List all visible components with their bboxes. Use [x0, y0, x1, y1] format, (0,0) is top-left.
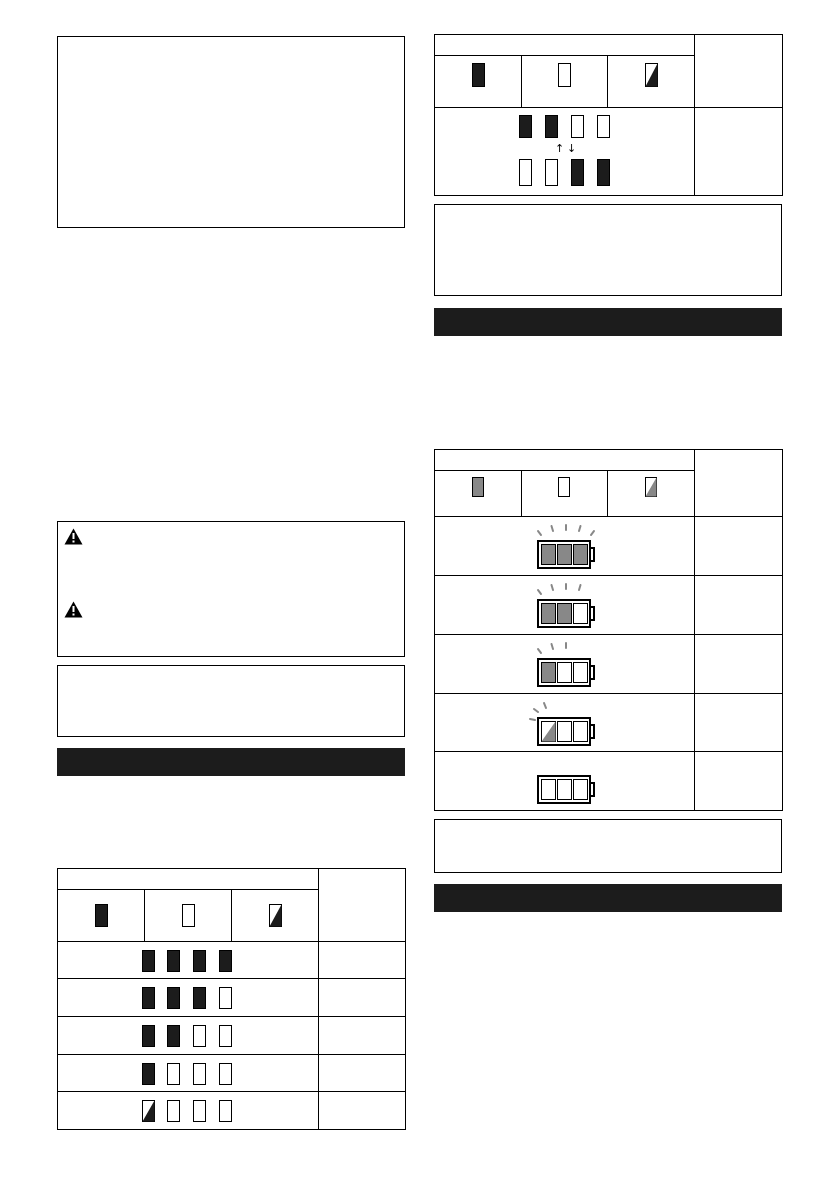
indicator-pattern-cell	[58, 1017, 319, 1055]
legend-lit-cell	[435, 471, 522, 517]
alternating-indicator-table	[434, 34, 783, 196]
remaining-capacity-cell	[319, 942, 406, 979]
lit-indicator-icon	[219, 950, 232, 972]
legend-off-cell	[522, 471, 608, 517]
lit-indicator-icon	[472, 63, 485, 87]
table-row	[435, 576, 783, 635]
off-indicator-icon	[219, 1025, 232, 1047]
status-cell	[695, 108, 783, 196]
off-indicator-icon	[558, 63, 571, 87]
indicator-pattern-cell	[58, 942, 319, 979]
section-heading-bar	[57, 748, 405, 776]
lit-indicator-icon	[193, 950, 206, 972]
legend-blinking-cell	[608, 56, 695, 108]
legend-off-cell	[522, 56, 608, 108]
table-row	[435, 752, 783, 811]
lit-indicator-icon	[571, 159, 584, 186]
off-indicator-icon	[219, 1063, 232, 1085]
battery-two-thirds-flashing-icon	[527, 583, 607, 629]
off-indicator-icon	[519, 159, 532, 186]
table-header-cell	[695, 450, 783, 517]
table-header-cell	[435, 450, 695, 471]
warning-box	[57, 521, 405, 657]
lit-indicator-icon	[167, 1025, 180, 1047]
lit-indicator-icon	[472, 477, 484, 497]
off-indicator-icon	[193, 1063, 206, 1085]
remaining-capacity-cell	[319, 979, 406, 1017]
off-indicator-icon	[545, 159, 558, 186]
battery-icon-cell	[435, 517, 695, 576]
table-row	[58, 1055, 406, 1092]
battery-icon-cell	[435, 635, 695, 694]
remaining-capacity-cell	[695, 576, 783, 635]
off-indicator-icon	[193, 1025, 206, 1047]
off-indicator-icon	[167, 1100, 180, 1122]
lit-indicator-icon	[95, 904, 108, 927]
lit-indicator-icon	[142, 987, 155, 1009]
battery-level-table	[57, 868, 406, 1130]
off-indicator-icon	[558, 477, 570, 497]
note-box	[434, 819, 782, 873]
warning-triangle-icon	[64, 528, 83, 545]
off-indicator-icon	[597, 115, 610, 138]
off-indicator-icon	[167, 1063, 180, 1085]
indicator-pattern-cell	[58, 1092, 319, 1130]
legend-off-cell	[145, 890, 232, 942]
legend-blinking-cell	[232, 890, 319, 942]
off-indicator-icon	[571, 115, 584, 138]
battery-icon-cell	[435, 576, 695, 635]
lit-indicator-icon	[167, 987, 180, 1009]
table-row	[58, 979, 406, 1017]
remaining-capacity-cell	[319, 1092, 406, 1130]
off-indicator-icon	[193, 1100, 206, 1122]
lit-indicator-icon	[142, 1025, 155, 1047]
battery-low-blinking-icon	[527, 701, 607, 747]
off-indicator-icon	[182, 904, 195, 927]
lit-indicator-icon	[545, 115, 558, 138]
remaining-capacity-cell	[695, 517, 783, 576]
lit-indicator-icon	[519, 115, 532, 138]
indicator-pattern-cell	[58, 1055, 319, 1092]
battery-one-third-flashing-icon	[527, 642, 607, 688]
note-box	[57, 665, 405, 737]
table-header-cell	[319, 869, 406, 942]
lit-indicator-icon	[193, 987, 206, 1009]
legend-lit-cell	[58, 890, 145, 942]
table-row	[435, 517, 783, 576]
remaining-capacity-cell	[695, 694, 783, 752]
warning-triangle-icon	[64, 601, 83, 618]
arrow-up-icon: ↑	[555, 142, 565, 155]
off-indicator-icon	[219, 987, 232, 1009]
blinking-indicator-icon	[142, 1100, 155, 1122]
lit-indicator-icon	[142, 950, 155, 972]
remaining-capacity-cell	[319, 1055, 406, 1092]
lit-indicator-icon	[597, 159, 610, 186]
remaining-capacity-cell	[695, 635, 783, 694]
indicator-pattern-cell	[58, 979, 319, 1017]
blinking-indicator-icon	[645, 63, 658, 87]
remaining-capacity-cell	[695, 752, 783, 811]
tool-battery-indicator-table	[434, 449, 783, 811]
battery-empty-icon	[527, 759, 607, 805]
legend-lit-cell	[435, 56, 522, 108]
battery-icon-cell	[435, 752, 695, 811]
section-heading-bar	[434, 308, 782, 336]
battery-icon-cell	[435, 694, 695, 752]
note-box	[57, 36, 405, 228]
table-header-cell	[435, 35, 695, 56]
remaining-capacity-cell	[319, 1017, 406, 1055]
table-header-cell	[695, 35, 783, 108]
battery-full-flashing-icon	[527, 524, 607, 570]
indicator-pattern-cell	[435, 108, 695, 196]
off-indicator-icon	[219, 1100, 232, 1122]
lit-indicator-icon	[142, 1063, 155, 1085]
table-row	[435, 635, 783, 694]
lit-indicator-icon	[167, 950, 180, 972]
legend-blinking-cell	[608, 471, 695, 517]
table-row	[58, 1017, 406, 1055]
table-row	[58, 1092, 406, 1130]
table-header-cell	[58, 869, 319, 890]
section-heading-bar	[434, 884, 782, 912]
blinking-indicator-icon	[645, 477, 657, 497]
table-row	[435, 694, 783, 752]
note-box	[434, 204, 782, 296]
blinking-indicator-icon	[269, 904, 282, 927]
arrow-down-icon: ↓	[567, 142, 577, 155]
table-row	[435, 108, 783, 196]
table-row	[58, 942, 406, 979]
